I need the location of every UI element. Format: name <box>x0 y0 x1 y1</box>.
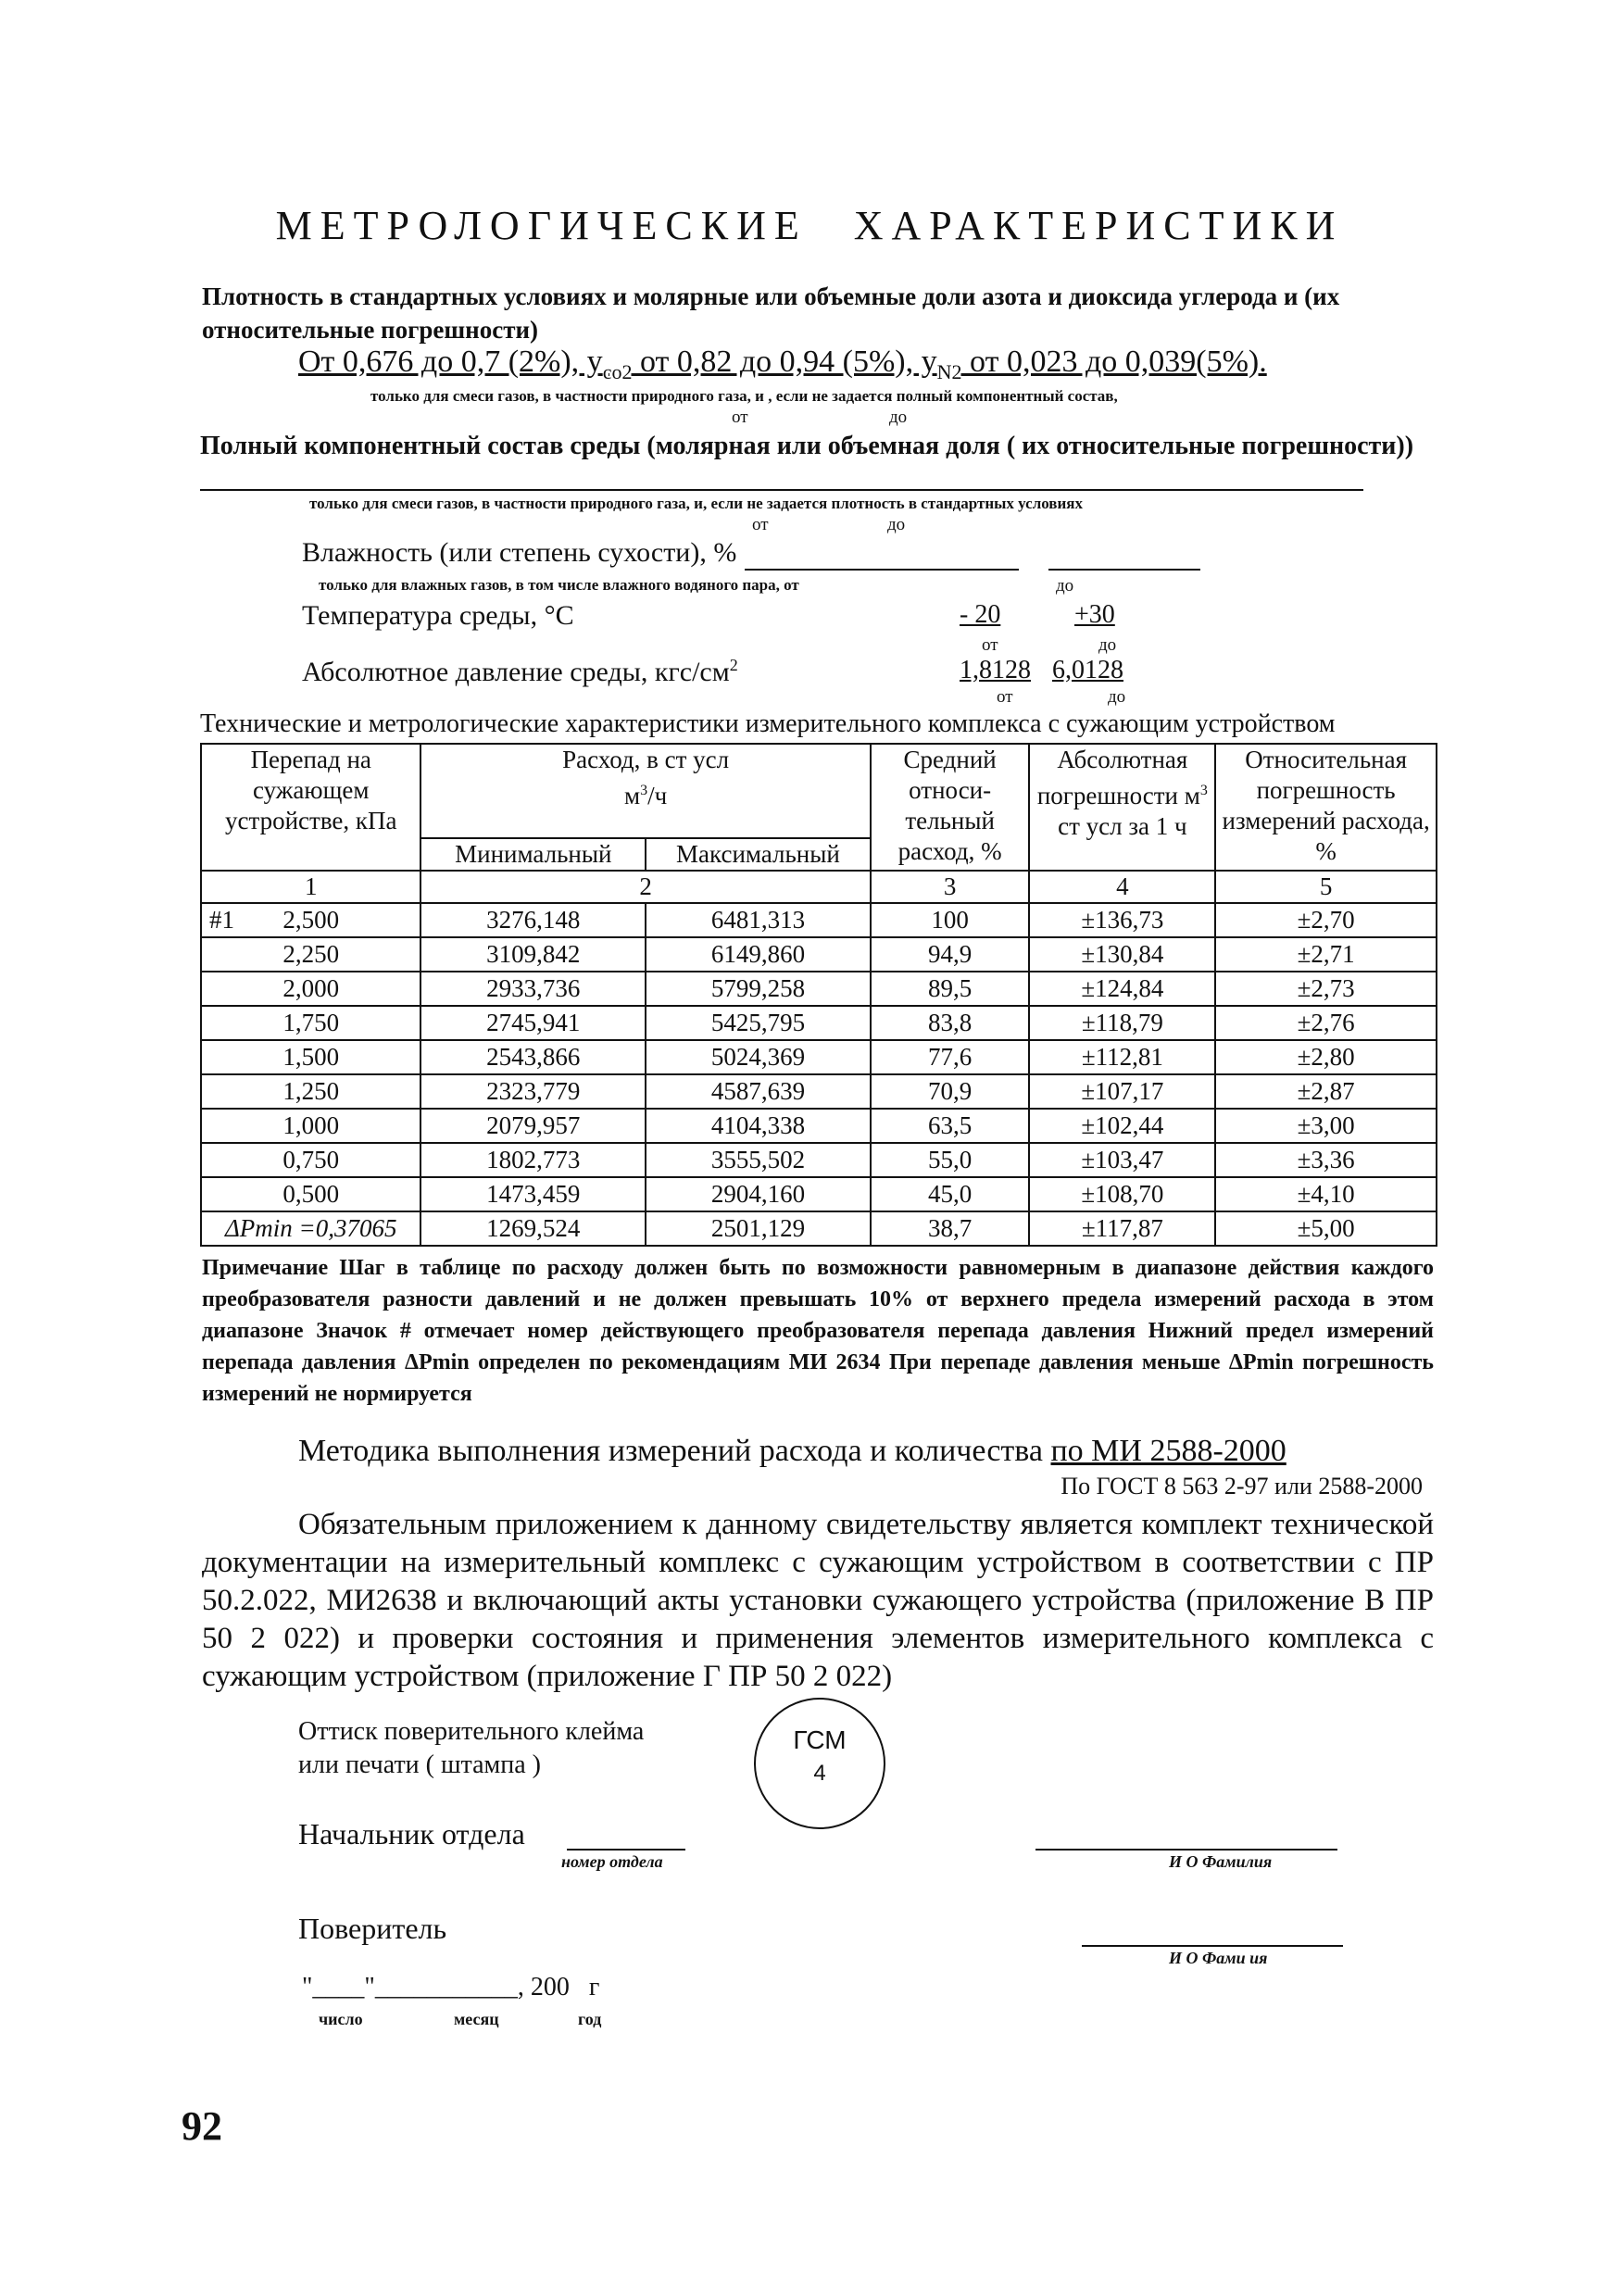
page-title: МЕТРОЛОГИЧЕСКИЕ ХАРАКТЕРИСТИКИ <box>275 203 1344 248</box>
stamp-text-1: ГСМ <box>793 1725 847 1754</box>
active-converter-mark: #1 <box>209 906 234 934</box>
pressure-label <box>302 656 738 688</box>
date-caption-year: год <box>578 2010 602 2028</box>
header-abs-rest: ст усл за 1 ч <box>1058 812 1187 840</box>
cell-rel: ±2,80 <box>1215 1040 1437 1074</box>
cell-rel: ±2,87 <box>1215 1074 1437 1109</box>
cell-avg: 77,6 <box>871 1040 1030 1074</box>
gost-reference: По ГОСТ 8 563 2-97 или 2588-2000 <box>1061 1473 1423 1499</box>
name-caption-1: И О Фамилия <box>1169 1852 1273 1871</box>
temperature-to: +30 <box>1074 600 1115 629</box>
col-number-5: 5 <box>1215 871 1437 903</box>
cell-max: 3555,502 <box>646 1143 871 1177</box>
header-rel: Относительная погрешность измерений расхода, % <box>1215 744 1437 871</box>
full-composition-line <box>200 489 1363 491</box>
col-number-2: 2 <box>420 871 870 903</box>
cell-avg: 38,7 <box>871 1211 1030 1246</box>
date-line: "____"___________, 200 г <box>302 1973 600 2001</box>
table-row <box>201 1074 1437 1109</box>
temperature-label: Температура среды, °C <box>302 600 574 631</box>
table-row <box>201 1040 1437 1074</box>
humidity-to-line <box>1048 569 1200 571</box>
header-abs <box>1029 744 1215 871</box>
col-number-1: 1 <box>201 871 420 903</box>
header-flow-unit-rest: /ч <box>647 782 668 809</box>
obligatory-appendix-text <box>202 1506 1434 1696</box>
date-caption-day: число <box>319 2010 363 2028</box>
pressure-from: 1,8128 <box>960 656 1031 684</box>
verification-stamp <box>754 1698 885 1829</box>
cell-drop <box>201 903 420 937</box>
to-label-3: до <box>1056 576 1074 596</box>
cell-min: 2323,779 <box>420 1074 646 1109</box>
stamp-label-line-2: или печати ( штампа ) <box>298 1750 542 1779</box>
cell-avg: 100 <box>871 903 1030 937</box>
cell-min: 2933,736 <box>420 972 646 1006</box>
name-caption-2: И О Фами ия <box>1169 1949 1268 1967</box>
cell-abs: ±117,87 <box>1029 1211 1215 1246</box>
cell-max: 6481,313 <box>646 903 871 937</box>
table-row <box>201 937 1437 972</box>
cell-avg: 55,0 <box>871 1143 1030 1177</box>
cell-abs: ±108,70 <box>1029 1177 1215 1211</box>
cell-max: 5425,795 <box>646 1006 871 1040</box>
header-avg: Средний относи-тельный расход, % <box>871 744 1030 871</box>
cell-min: 2079,957 <box>420 1109 646 1143</box>
to-label-5: до <box>1108 687 1126 707</box>
cell-abs: ±118,79 <box>1029 1006 1215 1040</box>
header-flow-unit <box>427 775 863 811</box>
cell-drop: 2,000 <box>201 972 420 1006</box>
cell-drop-min: ΔPmin =0,37065 <box>201 1211 420 1246</box>
table-row <box>201 972 1437 1006</box>
cell-avg: 83,8 <box>871 1006 1030 1040</box>
cell-drop: 1,750 <box>201 1006 420 1040</box>
cell-min: 1269,524 <box>420 1211 646 1246</box>
density-range-part1: От 0,676 до 0,7 (2%), y <box>298 345 603 379</box>
cell-max: 4587,639 <box>646 1074 871 1109</box>
stamp-label <box>298 1715 644 1782</box>
note-humid: только для влажных газов, в том числе влажного водяного пара, от <box>319 576 799 594</box>
verifier-name-line <box>1082 1945 1343 1947</box>
cell-rel: ±3,36 <box>1215 1143 1437 1177</box>
note-mixture-density: только для смеси газов, в частности природного газа, и, если не задается плотность в стандартных условиях <box>309 495 1083 512</box>
header-flow-label: Расход, в ст усл <box>562 746 730 773</box>
to-label-4: до <box>1098 635 1117 655</box>
cell-drop: 2,250 <box>201 937 420 972</box>
pressure-label-text: Абсолютное давление среды, кгс/см <box>302 657 730 687</box>
cell-rel: ±2,76 <box>1215 1006 1437 1040</box>
metrology-table <box>200 743 1437 1247</box>
cell-min: 2745,941 <box>420 1006 646 1040</box>
cell-max: 5024,369 <box>646 1040 871 1074</box>
header-flow-unit-sup: 3 <box>640 783 648 798</box>
cell-rel: ±3,00 <box>1215 1109 1437 1143</box>
header-abs-sup: 3 <box>1199 783 1208 798</box>
page-number: 92 <box>182 2103 222 2149</box>
stamp-text-2: 4 <box>813 1761 826 1786</box>
cell-drop: 1,000 <box>201 1109 420 1143</box>
cell-rel: ±5,00 <box>1215 1211 1437 1246</box>
cell-min: 3109,842 <box>420 937 646 972</box>
cell-rel: ±2,71 <box>1215 937 1437 972</box>
density-range-sub-n2: N2 <box>936 360 962 383</box>
header-flow-min: Минимальный <box>420 838 646 871</box>
cell-drop: 0,750 <box>201 1143 420 1177</box>
cell-avg: 89,5 <box>871 972 1030 1006</box>
cell-abs: ±130,84 <box>1029 937 1215 972</box>
cell-min: 1802,773 <box>420 1143 646 1177</box>
cell-max: 6149,860 <box>646 937 871 972</box>
head-name-line <box>1035 1849 1337 1851</box>
table-row <box>201 1177 1437 1211</box>
density-range-sub-co2: co2 <box>602 360 633 383</box>
table-row <box>201 1143 1437 1177</box>
date-caption-month: месяц <box>454 2010 499 2028</box>
header-flow-unit-base: м <box>624 782 641 809</box>
head-dept-label: Начальник отдела <box>298 1817 525 1851</box>
cell-min: 1473,459 <box>420 1177 646 1211</box>
table-title: Технические и метрологические характеристики измерительного комплекса с сужающим устройством <box>200 709 1336 738</box>
header-drop: Перепад на сужающем устройстве, кПа <box>201 744 420 871</box>
cell-max: 2904,160 <box>646 1177 871 1211</box>
dept-number-line <box>567 1849 685 1851</box>
cell-avg: 94,9 <box>871 937 1030 972</box>
from-label-1: от <box>732 408 748 427</box>
cell-drop-value: 2,500 <box>282 906 340 934</box>
humidity-from-line <box>745 569 1019 571</box>
col-number-4: 4 <box>1029 871 1215 903</box>
pressure-to: 6,0128 <box>1052 656 1123 684</box>
header-flow-max: Максимальный <box>646 838 871 871</box>
method-ref: по МИ 2588-2000 <box>1050 1434 1286 1468</box>
dept-number-caption: номер отдела <box>561 1852 663 1871</box>
cell-abs: ±136,73 <box>1029 903 1215 937</box>
table-row <box>201 1109 1437 1143</box>
density-range-part2: от 0,82 до 0,94 (5%), y <box>632 345 937 379</box>
col-number-3: 3 <box>871 871 1030 903</box>
temperature-from: - 20 <box>960 600 1001 629</box>
table-row <box>201 903 1437 937</box>
to-label-1: до <box>889 408 908 427</box>
cell-abs: ±112,81 <box>1029 1040 1215 1074</box>
cell-drop: 1,500 <box>201 1040 420 1074</box>
from-label-5: от <box>997 687 1013 707</box>
from-label-2: от <box>752 515 769 534</box>
header-abs-base: Абсолютная погрешности м <box>1036 746 1200 809</box>
cell-avg: 70,9 <box>871 1074 1030 1109</box>
stamp-label-line-1: Оттиск поверительного клейма <box>298 1717 645 1746</box>
humidity-label: Влажность (или степень сухости), % <box>302 537 737 568</box>
table-row <box>201 1211 1437 1246</box>
cell-abs: ±103,47 <box>1029 1143 1215 1177</box>
cell-rel: ±2,70 <box>1215 903 1437 937</box>
cell-abs: ±124,84 <box>1029 972 1215 1006</box>
cell-drop: 0,500 <box>201 1177 420 1211</box>
density-range-part3: от 0,023 до 0,039(5%). <box>961 345 1267 379</box>
cell-avg: 63,5 <box>871 1109 1030 1143</box>
method-line <box>298 1434 1286 1469</box>
density-description: Плотность в стандартных условиях и молярные или объемные доли азота и диоксида углерода и (их относительные погрешности) <box>202 282 1340 344</box>
table-row <box>201 1006 1437 1040</box>
cell-abs: ±102,44 <box>1029 1109 1215 1143</box>
cell-max: 5799,258 <box>646 972 871 1006</box>
note-mixture-full: только для смеси газов, в частности природного газа, и , если не задается полный компонентный состав, <box>370 387 1118 405</box>
obligatory-appendix-body: Обязательным приложением к данному свидетельству является комплект технической документации на измерительный комплекс с сужающим устройством в соответствии с ПР 50.2.022, МИ2638 и включающий акты установки сужающего устройства (приложение В ПР 50 2 022) и проверки состояния и применения элементов измерительного комплекса с сужающим устройством (приложение Г ПР 50 2 022) <box>202 1508 1434 1693</box>
cell-avg: 45,0 <box>871 1177 1030 1211</box>
cell-min: 2543,866 <box>420 1040 646 1074</box>
table-footnote: Примечание Шаг в таблице по расходу должен быть по возможности равномерным в диапазоне действия каждого преобразователя разности давлений и не должен превышать 10% от верхнего предела измерений расхода в этом диапазоне Значок # отмечает номер действующего преобразователя перепада давления Нижний предел измерений перепада давления ΔPmin определен по рекомендациям МИ 2634 При перепаде давления меньше ΔPmin погрешность измерений не нормируется <box>202 1256 1434 1406</box>
cell-abs: ±107,17 <box>1029 1074 1215 1109</box>
full-composition-label: Полный компонентный состав среды (молярная или объемная доля ( их относительные погрешности)) <box>200 432 1414 460</box>
cell-rel: ±2,73 <box>1215 972 1437 1006</box>
from-label-4: от <box>982 635 998 655</box>
cell-max: 2501,129 <box>646 1211 871 1246</box>
verifier-label: Поверитель <box>298 1912 447 1945</box>
cell-drop: 1,250 <box>201 1074 420 1109</box>
pressure-label-sup: 2 <box>729 656 738 674</box>
cell-max: 4104,338 <box>646 1109 871 1143</box>
header-flow <box>420 744 870 838</box>
density-range <box>298 345 1267 384</box>
cell-min: 3276,148 <box>420 903 646 937</box>
to-label-2: до <box>887 515 906 534</box>
cell-rel: ±4,10 <box>1215 1177 1437 1211</box>
method-text: Методика выполнения измерений расхода и количества <box>298 1434 1051 1468</box>
